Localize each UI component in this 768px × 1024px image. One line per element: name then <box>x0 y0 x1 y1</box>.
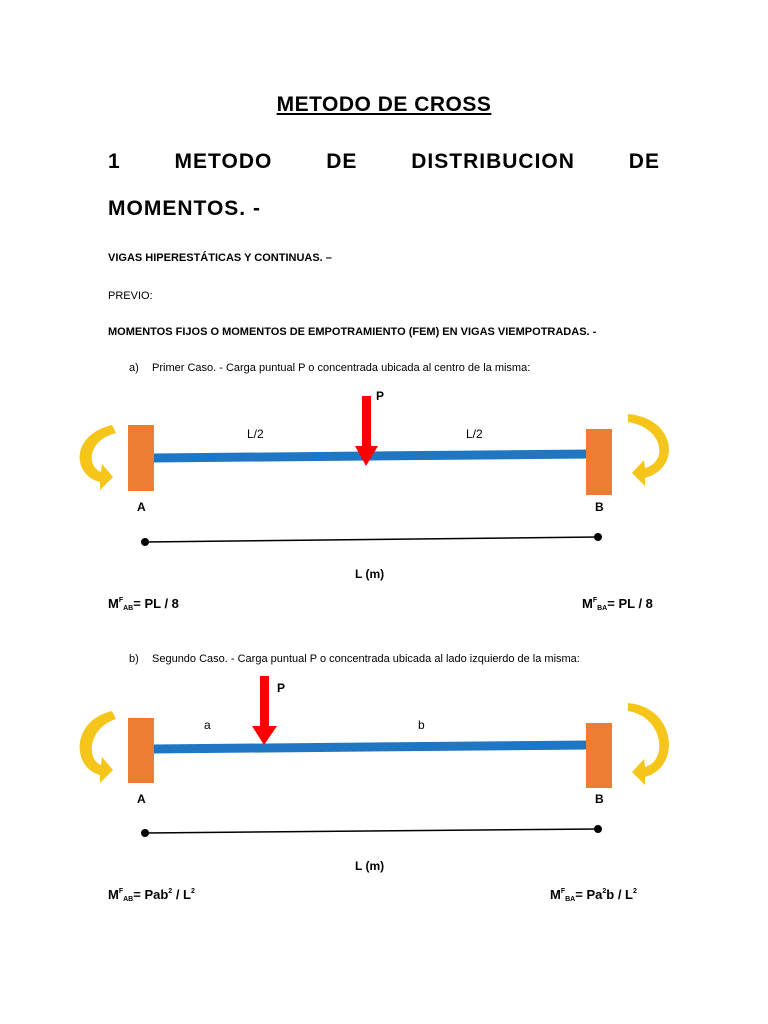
support-left <box>128 718 154 783</box>
moment-arrow-right <box>628 703 669 785</box>
case-a-marker: a) <box>129 362 139 374</box>
heading-word-4: DE <box>628 150 660 173</box>
case-a-load-label: P <box>376 389 385 403</box>
moment-arrow-left <box>80 711 116 783</box>
case-b-span-right: b <box>418 718 425 732</box>
case-a-length-label: L (m) <box>355 567 385 581</box>
case-b-load-label: P <box>277 681 286 695</box>
beam <box>152 745 590 749</box>
case-a-text: Primer Caso. - Carga puntual P o concentrada ubicada al centro de la misma: <box>152 362 531 374</box>
case-a-span-right: L/2 <box>466 427 483 441</box>
heading-word-1: METODO <box>174 150 273 173</box>
case-b-support-a: A <box>137 792 146 806</box>
vigas-text: VIGAS HIPERESTÁTICAS Y CONTINUAS. – <box>108 252 332 264</box>
momentos-text: MOMENTOS FIJOS O MOMENTOS DE EMPOTRAMIENTO (FEM) EN VIGAS VIEMPOTRADAS. - <box>108 326 597 338</box>
section-number: 1 <box>108 150 121 173</box>
case-b-span-left: a <box>204 718 211 732</box>
previo-text: PREVIO: <box>108 290 153 302</box>
dimension-line <box>145 829 598 833</box>
case-b-support-b: B <box>595 792 604 806</box>
case-b-formula-ab: $M^F_{AB}= Pab^2 / L^2$ <box>108 887 195 903</box>
heading-word-2: DE <box>326 150 358 173</box>
case-b-length-label: L (m) <box>355 859 385 873</box>
page-title: METODO DE CROSS <box>276 93 492 116</box>
dimension-end-right <box>594 825 602 833</box>
case-a-formula-ba: $M^F_{BA}=$ PL / 8 <box>582 596 653 612</box>
case-b-marker: b) <box>129 653 139 665</box>
load-arrow <box>252 676 277 745</box>
case-a-support-a: A <box>137 500 146 514</box>
case-a-formula-ab: $M^F_{AB}=$ PL / 8 <box>108 596 179 612</box>
heading-word-3: DISTRIBUCION <box>411 150 575 173</box>
case-b-formula-ba: $M^F_{BA}= Pa^2b / L^2$ <box>550 887 637 903</box>
dimension-end-left <box>141 829 149 837</box>
case-a-support-b: B <box>595 500 604 514</box>
section-heading-line2: MOMENTOS. - <box>108 197 261 220</box>
case-a-span-left: L/2 <box>247 427 264 441</box>
support-right <box>586 723 612 788</box>
case-b-text: Segundo Caso. - Carga puntual P o concentrada ubicada al lado izquierdo de la misma: <box>152 653 580 665</box>
